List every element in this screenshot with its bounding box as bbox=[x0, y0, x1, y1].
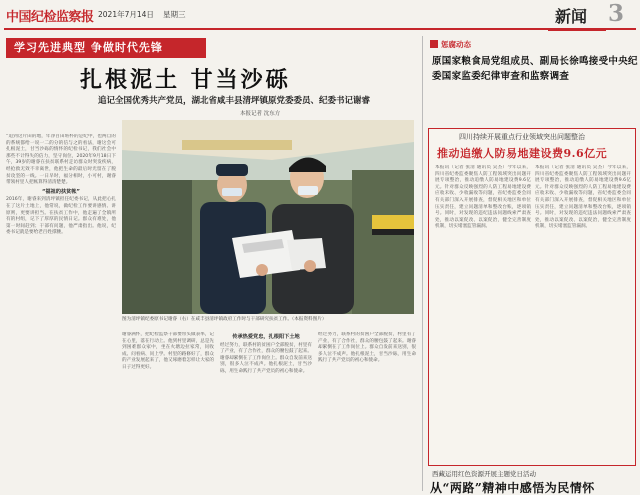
photo-caption: 图为清坪镇纪委原书记谢睿（右）在咸丰县清坪镇政府工作时与干部研究扶贫工作。（本报资料图片） bbox=[122, 317, 327, 322]
boxed-subtitle: 四川持续开展重点行业领域突出问题整治 bbox=[459, 133, 585, 141]
masthead-rule bbox=[4, 28, 636, 30]
lead-headline: 扎根泥土 甘当沙砾 bbox=[80, 67, 291, 93]
boxed-text-1: 本报讯（记者 张清 通讯员 吴杰）今年以来，四川省纪委监委聚焦人防工程领域突出问题开展专项整治，推动追缴人防易地建设费9.6亿元。针对群众反映强烈的人防工程易地建设费应收未收、少收漏收等问题，省纪委监委会同有关部门深入开展排查，督促相关地区和单位压实责任，建立问题清单和整改台账，逐项销号。同时，对发现的违纪违法问题线索严肃查处，推动以案促改、以案促治，健全完善制度机制，切实堵塞监管漏洞。 bbox=[435, 165, 531, 230]
boxed-column-1 bbox=[435, 165, 531, 461]
column-divider bbox=[422, 36, 423, 491]
column-banner: 学习先进典型 争做时代先锋 bbox=[6, 38, 206, 58]
lead-column-1 bbox=[6, 134, 116, 490]
lead-column-3 bbox=[220, 332, 312, 492]
boxed-article bbox=[428, 128, 636, 466]
issue-date: 2021年7月14日 bbox=[98, 10, 154, 19]
right-headline: 原国家粮食局党组成员、副局长徐鸣接受中央纪委国家监委纪律审查和监察调查 bbox=[432, 56, 638, 82]
boxed-text-2: 本报讯（记者 张清 通讯员 吴杰）今年以来，四川省纪委监委聚焦人防工程领域突出问题开展专项整治，推动追缴人防易地建设费9.6亿元。针对群众反映强烈的人防工程易地建设费应收未收、少收漏收等问题，省纪委监委会同有关部门深入开展排查，督促相关地区和单位压实责任，建立问题清单和整改台账，逐项销号。同时，对发现的违纪违法问题线索严肃查处，推动以案促改、以案促治，健全完善制度机制，切实堵塞监管漏洞。 bbox=[535, 165, 631, 230]
lead-text-4b: 经过努力，联系村的贫困户全部脱贫，村里有了产业，有了合作社，群众的腰包鼓了起来。谢睿却累倒在了工作岗位上。群众自发前来送别，很多人泣不成声。他扎根泥土，甘当沙砾，用生命践行了共产党员的初心和使命。 bbox=[318, 332, 416, 364]
issue-weekday: 星期三 bbox=[163, 10, 186, 19]
lead-section-heading-2: 传承热爱党忠，扎根阳下土地 bbox=[232, 334, 300, 340]
tag-marker-icon bbox=[430, 40, 438, 48]
lead-text-4: 经过努力，联系村的贫困户全部脱贫，村里有了产业，有了合作社，群众的腰包鼓了起来。谢睿却累倒在了工作岗位上。群众自发前来送别，很多人泣不成声。他扎根泥土，甘当沙砾，用生命践行了共产党员的初心和使命。 bbox=[220, 342, 312, 374]
news-tag: 惩腐动态 bbox=[441, 40, 471, 49]
bottom-subtitle: 西藏运用红色资源开展主题党日活动 bbox=[432, 470, 536, 478]
boxed-column-2 bbox=[535, 165, 631, 461]
section-rule bbox=[548, 28, 606, 31]
lead-column-2 bbox=[122, 332, 214, 492]
photo-illustration bbox=[122, 120, 414, 314]
section-name: 新闻 bbox=[555, 7, 588, 26]
lead-section-heading-1: “福祖的扶贫帐” bbox=[42, 188, 80, 195]
bottom-headline: 从“两路”精神中感悟为民情怀 bbox=[430, 481, 595, 495]
lead-text-2: 2016年，谢睿来到清坪镇担任纪委书记，从此把心扎在了这片土地上，他常说，做纪检工作要讲感情、讲原则，更要讲担当。在扶贫工作中，他走遍了全镇所有的村组，记下了厚厚的民情日记。群众有难处，他第一时间赶到；干部有问题，他严肃指出。他说，纪委书记就是要给老百姓撑腰。 bbox=[6, 197, 116, 236]
page-number: 3 bbox=[608, 0, 625, 27]
boxed-headline: 推动追缴人防易地建设费9.6亿元 bbox=[437, 147, 608, 160]
newspaper-logo: 中国纪检监察报 bbox=[6, 10, 94, 25]
lead-text-3: 谢睿满怀，把纪检监察干部要带头做表率，记在心里，落在行动上。他到村里调研，总是先到困难群众家中，坐在火塘边拉家常，问收成、问看病、问上学。村里的路修好了，群众的产业发展起来了，他又琢磨着怎样让大家的日子过得更好。 bbox=[122, 332, 214, 370]
lead-column-4 bbox=[318, 332, 416, 492]
lead-byline: 本报记者 沈东方 bbox=[240, 111, 281, 117]
lead-text-1: “追到这片田的地，年净百田班杯的是纪中，也两自的的系统都给一说一二的分的信与之的看法，谢这会可扎根泥土，甘当沙砾的情怀的纪检书记，我们社会中那些不计得失的信力，坚守岗位，2020年9月18日下午，39岁的谢睿在扶贫联系村走访群众时突发疾病，经抢救无效不幸离世，他把生命的最后时光留在了脱贫攻坚的一线。一日早时，福分相时，小可村，谢睿带领村里人把帐算得清清楚楚。 bbox=[6, 134, 116, 186]
lead-photo bbox=[122, 120, 414, 314]
lead-subtitle: 追记全国优秀共产党员，湖北省咸丰县清坪镇原党委委员、纪委书记谢睿 bbox=[98, 96, 371, 106]
